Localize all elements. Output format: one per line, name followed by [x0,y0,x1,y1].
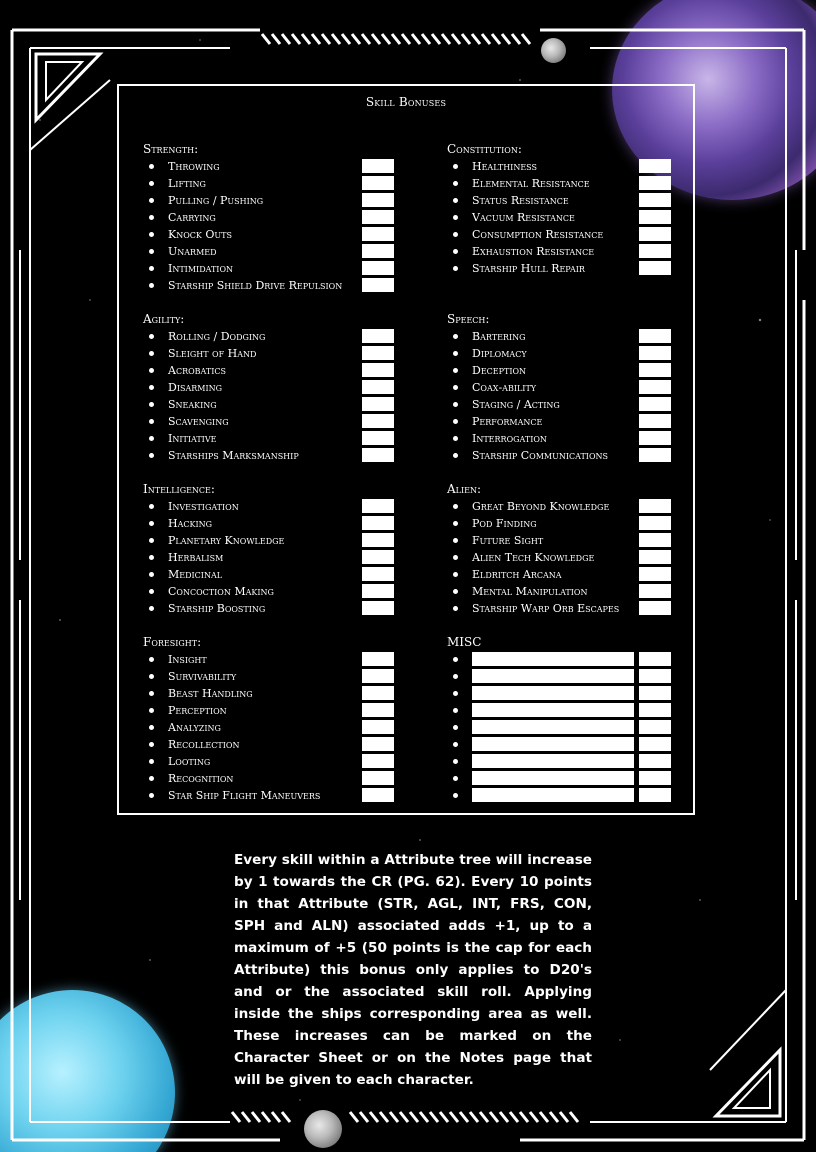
skill-row [447,193,717,209]
skill-bonus-box[interactable] [362,244,394,258]
skill-row [447,516,717,532]
bullet-icon [453,606,458,611]
bullet-icon [149,657,154,662]
group-title: Foresight: [143,635,202,649]
skill-bonus-box[interactable] [362,448,394,462]
skill-label: Starships Marksmanship [168,449,299,462]
skill-bonus-box[interactable] [362,601,394,615]
skill-bonus-box[interactable] [362,516,394,530]
bullet-icon [149,708,154,713]
panel-title: Skill Bonuses [365,95,447,109]
skill-bonus-box[interactable] [362,176,394,190]
skill-row [447,414,717,430]
skill-bonus-box[interactable] [362,380,394,394]
skill-row [447,601,717,617]
misc-skill-name-field[interactable] [472,686,634,700]
group-title: Alien: [447,482,482,496]
skill-label: Recognition [168,772,234,785]
misc-skill-name-field[interactable] [472,652,634,666]
skill-row [143,754,413,770]
skill-label: Knock Outs [168,228,232,241]
bullet-icon [453,674,458,679]
skill-label: Pulling / Pushing [168,194,264,207]
bullet-icon [453,232,458,237]
skill-bonus-box[interactable] [639,567,671,581]
skill-row [447,363,717,379]
group-title: Speech: [447,312,490,326]
skill-row [143,703,413,719]
bullet-icon [453,521,458,526]
bullet-icon [149,402,154,407]
skill-bonus-box[interactable] [362,652,394,666]
skill-bonus-box[interactable] [362,329,394,343]
skill-bonus-box[interactable] [362,278,394,292]
skill-row [447,227,717,243]
skill-bonus-box[interactable] [639,550,671,564]
bullet-icon [149,504,154,509]
bullet-icon [453,249,458,254]
bullet-icon [149,232,154,237]
skill-label: Starship Communications [472,449,608,462]
skill-label: Healthiness [472,160,538,173]
skill-row [447,159,717,175]
skill-label: Throwing [168,160,220,173]
misc-row [447,686,717,702]
skill-label: Hacking [168,517,213,530]
skill-row [143,210,413,226]
bullet-icon [149,351,154,356]
bullet-icon [149,538,154,543]
skill-bonus-box[interactable] [639,414,671,428]
skill-label: Disarming [168,381,223,394]
skill-label: Performance [472,415,543,428]
misc-skill-name-field[interactable] [472,669,634,683]
skill-row [143,159,413,175]
skill-row [143,414,413,430]
skill-row [143,601,413,617]
bullet-icon [149,759,154,764]
skill-row [143,567,413,583]
bullet-icon [149,572,154,577]
skill-bonus-box[interactable] [639,499,671,513]
skill-bonus-box[interactable] [362,414,394,428]
bullet-icon [453,453,458,458]
skill-bonus-box[interactable] [362,720,394,734]
bullet-icon [149,555,154,560]
skill-label: Looting [168,755,211,768]
skill-row [143,363,413,379]
skill-bonus-box[interactable] [362,346,394,360]
skill-bonus-box[interactable] [362,567,394,581]
bullet-icon [149,793,154,798]
skill-label: Carrying [168,211,216,224]
skill-bonus-box[interactable] [362,703,394,717]
misc-row [447,703,717,719]
skill-label: Elemental Resistance [472,177,590,190]
bullet-icon [149,589,154,594]
skill-label: Bartering [472,330,526,343]
bullet-icon [453,215,458,220]
misc-skill-name-field[interactable] [472,754,634,768]
skill-label: Herbalism [168,551,224,564]
group-title: Intelligence: [143,482,215,496]
skill-label: Sleight of Hand [168,347,257,360]
skill-bonus-box[interactable] [639,601,671,615]
skill-row [447,499,717,515]
group-title: Strength: [143,142,199,156]
skill-bonus-box[interactable] [639,210,671,224]
skill-label: Survivability [168,670,237,683]
skill-label: Lifting [168,177,206,190]
skill-bonus-box[interactable] [639,346,671,360]
skill-bonus-box[interactable] [639,397,671,411]
skill-label: Pod Finding [472,517,537,530]
misc-skill-name-field[interactable] [472,720,634,734]
skill-row [143,669,413,685]
bullet-icon [453,657,458,662]
skill-row [143,720,413,736]
skill-row [143,771,413,787]
skill-label: Scavenging [168,415,229,428]
group-title: Constitution: [447,142,522,156]
skill-bonus-box[interactable] [362,584,394,598]
skill-label: Starship Boosting [168,602,266,615]
bullet-icon [149,691,154,696]
skill-row [143,516,413,532]
misc-skill-name-field[interactable] [472,788,634,802]
bullet-icon [149,368,154,373]
bullet-icon [149,334,154,339]
skill-bonus-box[interactable] [639,431,671,445]
skill-label: Initiative [168,432,217,445]
skill-bonus-box[interactable] [639,771,671,785]
bullet-icon [149,215,154,220]
skill-bonus-box[interactable] [362,210,394,224]
bullet-icon [453,334,458,339]
misc-row [447,771,717,787]
skill-label: Exhaustion Resistance [472,245,595,258]
bullet-icon [453,436,458,441]
skill-row [143,686,413,702]
skill-row [143,737,413,753]
skill-row [447,431,717,447]
bullet-icon [453,402,458,407]
skill-bonuses-panel [117,84,695,815]
skill-bonus-box[interactable] [639,703,671,717]
skill-row [143,788,413,804]
skill-row [143,176,413,192]
skill-row [447,380,717,396]
bullet-icon [453,725,458,730]
group-title: MISC [447,635,482,649]
skill-label: Investigation [168,500,239,513]
skill-bonus-box[interactable] [362,499,394,513]
skill-row [143,652,413,668]
skill-row [143,431,413,447]
skill-bonus-box[interactable] [639,329,671,343]
bullet-icon [149,725,154,730]
skill-bonus-box[interactable] [362,737,394,751]
bullet-icon [149,249,154,254]
bullet-icon [149,198,154,203]
skill-label: Coax-ability [472,381,537,394]
moon-icon-bottom [304,1110,342,1148]
skill-row [447,584,717,600]
misc-row [447,669,717,685]
bullet-icon [453,198,458,203]
skill-bonus-box[interactable] [639,159,671,173]
skill-bonus-box[interactable] [639,261,671,275]
skill-row [447,261,717,277]
skill-bonus-box[interactable] [639,533,671,547]
bullet-icon [453,759,458,764]
misc-row [447,754,717,770]
skill-bonus-box[interactable] [639,652,671,666]
skill-label: Eldritch Arcana [472,568,562,581]
skill-label: Future Sight [472,534,544,547]
skill-label: Starship Hull Repair [472,262,585,275]
skill-bonus-box[interactable] [362,261,394,275]
bullet-icon [453,555,458,560]
skill-bonus-box[interactable] [362,431,394,445]
skill-label: Beast Handling [168,687,253,700]
skill-row [143,397,413,413]
skill-row [143,533,413,549]
skill-row [143,499,413,515]
bullet-icon [149,606,154,611]
bullet-icon [453,691,458,696]
bullet-icon [453,538,458,543]
skill-label: Recollection [168,738,240,751]
skill-bonus-box[interactable] [639,686,671,700]
skill-bonus-box[interactable] [639,227,671,241]
skill-row [447,346,717,362]
skill-bonus-box[interactable] [362,686,394,700]
skill-bonus-box[interactable] [639,244,671,258]
bullet-icon [453,742,458,747]
bullet-icon [453,266,458,271]
bullet-icon [453,504,458,509]
skill-label: Great Beyond Knowledge [472,500,610,513]
bullet-icon [453,589,458,594]
skill-bonus-box[interactable] [639,176,671,190]
skill-bonus-box[interactable] [362,788,394,802]
skill-label: Perception [168,704,227,717]
skill-bonus-box[interactable] [639,720,671,734]
skill-label: Vacuum Resistance [472,211,575,224]
bullet-icon [149,521,154,526]
skill-bonus-box[interactable] [639,448,671,462]
skill-label: Staging / Acting [472,398,560,411]
bullet-icon [453,181,458,186]
skill-bonus-box[interactable] [362,193,394,207]
skill-label: Star Ship Flight Maneuvers [168,789,321,802]
skill-bonus-box[interactable] [639,669,671,683]
group-title: Agility: [143,312,185,326]
skill-label: Concoction Making [168,585,274,598]
misc-row [447,652,717,668]
skill-label: Mental Manipulation [472,585,588,598]
skill-label: Consumption Resistance [472,228,604,241]
skill-label: Alien Tech Knowledge [472,551,595,564]
skill-label: Diplomacy [472,347,527,360]
skill-bonus-box[interactable] [362,397,394,411]
skill-bonus-box[interactable] [639,754,671,768]
bullet-icon [453,419,458,424]
skill-bonus-box[interactable] [362,533,394,547]
misc-skill-name-field[interactable] [472,703,634,717]
skill-row [447,533,717,549]
bullet-icon [453,368,458,373]
bullet-icon [149,385,154,390]
skill-row [143,380,413,396]
skill-row [447,329,717,345]
skill-row [447,244,717,260]
skill-label: Insight [168,653,207,666]
bullet-icon [149,283,154,288]
attribute-bonus-note: Every skill within a Attribute tree will increase by 1 towards the CR (PG. 62). Every 10 points in that Attribute (STR, AGL, INT, FRS, CON, SPH and ALN) associated adds +1, up to a maximum of +5 (50 points is the cap for each Attribute) this bonus only applies to D20's and or the associated skill roll. Applying inside the ships corresponding area as well. These increases can be marked on the Character Sheet or on the Notes page that will be given to each character. [234,852,592,1088]
skill-label: Starship Warp Orb Escapes [472,602,620,615]
skill-row [143,448,413,464]
skill-row [447,210,717,226]
skill-bonus-box[interactable] [639,193,671,207]
skill-bonus-box[interactable] [639,584,671,598]
bullet-icon [149,674,154,679]
bullet-icon [453,164,458,169]
skill-label: Rolling / Dodging [168,330,266,343]
skill-bonus-box[interactable] [362,227,394,241]
skill-row [447,567,717,583]
skill-bonus-box[interactable] [639,737,671,751]
skill-row [143,346,413,362]
skill-row [143,227,413,243]
bullet-icon [453,385,458,390]
skill-bonus-box[interactable] [362,550,394,564]
skill-row [447,448,717,464]
bullet-icon [453,351,458,356]
misc-row [447,788,717,804]
skill-bonus-box[interactable] [362,669,394,683]
bullet-icon [149,453,154,458]
bullet-icon [453,572,458,577]
bullet-icon [149,776,154,781]
bullet-icon [453,793,458,798]
skill-label: Analyzing [168,721,221,734]
skill-row [143,278,413,294]
skill-row [143,550,413,566]
moon-icon-top [541,38,566,63]
bullet-icon [453,708,458,713]
skill-row [143,193,413,209]
skill-label: Acrobatics [168,364,226,377]
skill-bonus-box[interactable] [362,754,394,768]
misc-row [447,720,717,736]
skill-row [143,261,413,277]
skill-bonus-box[interactable] [639,380,671,394]
bullet-icon [149,742,154,747]
bullet-icon [149,436,154,441]
bullet-icon [149,266,154,271]
skill-bonus-box[interactable] [639,516,671,530]
skill-bonus-box[interactable] [362,159,394,173]
skill-label: Sneaking [168,398,217,411]
bullet-icon [149,164,154,169]
skill-bonus-box[interactable] [639,788,671,802]
misc-skill-name-field[interactable] [472,737,634,751]
bullet-icon [149,419,154,424]
skill-row [447,176,717,192]
skill-label: Starship Shield Drive Repulsion [168,279,343,292]
skill-row [143,244,413,260]
skill-label: Interrogation [472,432,547,445]
skill-label: Status Resistance [472,194,569,207]
skill-bonus-box[interactable] [639,363,671,377]
skill-label: Deception [472,364,527,377]
skill-label: Unarmed [168,245,217,258]
skill-row [143,584,413,600]
skill-row [447,550,717,566]
skill-bonus-box[interactable] [362,771,394,785]
skill-label: Medicinal [168,568,223,581]
misc-skill-name-field[interactable] [472,771,634,785]
misc-row [447,737,717,753]
bullet-icon [453,776,458,781]
skill-label: Intimidation [168,262,234,275]
skill-row [447,397,717,413]
skill-bonus-box[interactable] [362,363,394,377]
skill-row [143,329,413,345]
skill-label: Planetary Knowledge [168,534,285,547]
bullet-icon [149,181,154,186]
